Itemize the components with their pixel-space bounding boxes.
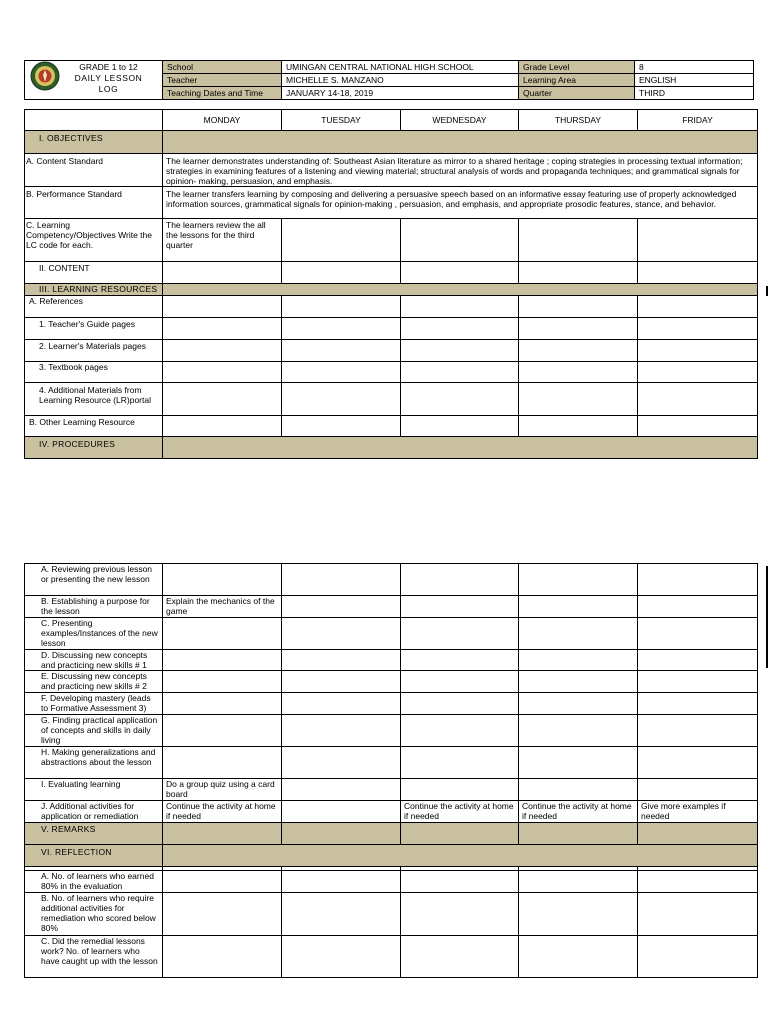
learning-resources-heading: III. LEARNING RESOURCES — [25, 284, 163, 296]
corner-cell — [25, 110, 163, 131]
learning-area-label: Learning Area — [519, 74, 635, 87]
reflection-row-a: A. No. of learners who earned 80% in the evaluation — [25, 871, 163, 893]
procedure-row-e: E. Discussing new concepts and practicing new skills # 2 — [25, 671, 163, 693]
content-standard-label: A. Content Standard — [25, 154, 163, 187]
other-resource-label: B. Other Learning Resource — [25, 416, 163, 437]
remarks-heading: V. REMARKS — [25, 823, 163, 845]
day-header-tuesday: TUESDAY — [282, 110, 401, 131]
procedures-heading: IV. PROCEDURES — [25, 437, 163, 459]
content-standard-text: The learner demonstrates understanding of: Southeast Asian literature as mirror to a shared heritage ; coping strategies in processing textual information; strategies in examining features of a listening and viewing material; structural analysis of words and propaganda techniques; and grammatical signals for opinion- making, persuasion, and emphasis. — [163, 154, 758, 187]
day-header-monday: MONDAY — [163, 110, 282, 131]
header-table — [24, 60, 754, 100]
procedure-row-a: A. Reviewing previous lesson or presenting the new lesson — [25, 564, 163, 596]
procedure-j-thursday: Continue the activity at home if needed — [519, 801, 638, 823]
day-header-wednesday: WEDNESDAY — [401, 110, 519, 131]
dates-label: Teaching Dates and Time — [163, 87, 282, 100]
log-title — [25, 61, 163, 100]
objectives-heading: I. OBJECTIVES — [25, 131, 163, 154]
procedure-row-g: G. Finding practical application of concepts and skills in daily living — [25, 715, 163, 747]
procedure-row-b: B. Establishing a purpose for the lesson — [25, 596, 163, 618]
log-title-line2: DAILY LESSON — [74, 73, 143, 83]
procedure-j-wednesday: Continue the activity at home if needed — [401, 801, 519, 823]
lesson-plan-table-page1 — [24, 109, 758, 459]
performance-standard-text: The learner transfers learning by composing and delivering a persuasive speech based on an informative essay featuring use of properly acknowledged information sources, grammatical signals for opinion-making , persuasion, and emphasis, and appropriate prosodic features, stance, and behavior. — [163, 187, 758, 219]
reflection-heading: VI. REFLECTION — [25, 845, 163, 867]
procedure-row-c: C. Presenting examples/Instances of the new lesson — [25, 618, 163, 650]
procedure-row-i: I. Evaluating learning — [25, 779, 163, 801]
school-label: School — [163, 61, 282, 74]
learning-area-value: ENGLISH — [635, 74, 754, 87]
procedure-j-monday: Continue the activity at home if needed — [163, 801, 282, 823]
grade-level-label: Grade Level — [519, 61, 635, 74]
procedure-row-h: H. Making generalizations and abstractions about the lesson — [25, 747, 163, 779]
teacher-value: MICHELLE S. MANZANO — [282, 74, 519, 87]
quarter-value: THIRD — [635, 87, 754, 100]
procedure-j-friday: Give more examples if needed — [638, 801, 758, 823]
content-heading: II. CONTENT — [25, 262, 163, 284]
reflection-row-c: C. Did the remedial lessons work? No. of learners who have caught up with the lesson — [25, 936, 163, 978]
lm-pages-label: 2. Learner's Materials pages — [25, 340, 163, 362]
additional-materials-label: 4. Additional Materials from Learning Resource (LR)portal — [25, 383, 163, 416]
textbook-pages-label: 3. Textbook pages — [25, 362, 163, 383]
grade-level-value: 8 — [635, 61, 754, 74]
procedure-b-monday: Explain the mechanics of the game — [163, 596, 282, 618]
lesson-plan-table-page2 — [24, 563, 758, 978]
dates-value: JANUARY 14-18, 2019 — [282, 87, 519, 100]
tg-pages-label: 1. Teacher's Guide pages — [25, 318, 163, 340]
competency-monday: The learners review the all the lessons for the third quarter — [163, 219, 282, 262]
competency-label: C. Learning Competency/Objectives Write the LC code for each. — [25, 219, 163, 262]
log-title-line1: GRADE 1 to 12 — [79, 62, 138, 72]
day-header-friday: FRIDAY — [638, 110, 758, 131]
reflection-row-b: B. No. of learners who require additional activities for remediation who scored below 80% — [25, 893, 163, 936]
teacher-label: Teacher — [163, 74, 282, 87]
references-label: A. References — [25, 296, 163, 318]
procedure-row-j: J. Additional activities for application or remediation — [25, 801, 163, 823]
quarter-label: Quarter — [519, 87, 635, 100]
day-header-thursday: THURSDAY — [519, 110, 638, 131]
procedure-row-f: F. Developing mastery (leads to Formative Assessment 3) — [25, 693, 163, 715]
log-title-line3: LOG — [98, 84, 119, 94]
performance-standard-label: B. Performance Standard — [25, 187, 163, 219]
procedure-i-monday: Do a group quiz using a card board — [163, 779, 282, 801]
school-value: UMINGAN CENTRAL NATIONAL HIGH SCHOOL — [282, 61, 519, 74]
procedure-row-d: D. Discussing new concepts and practicing new skills # 1 — [25, 650, 163, 671]
